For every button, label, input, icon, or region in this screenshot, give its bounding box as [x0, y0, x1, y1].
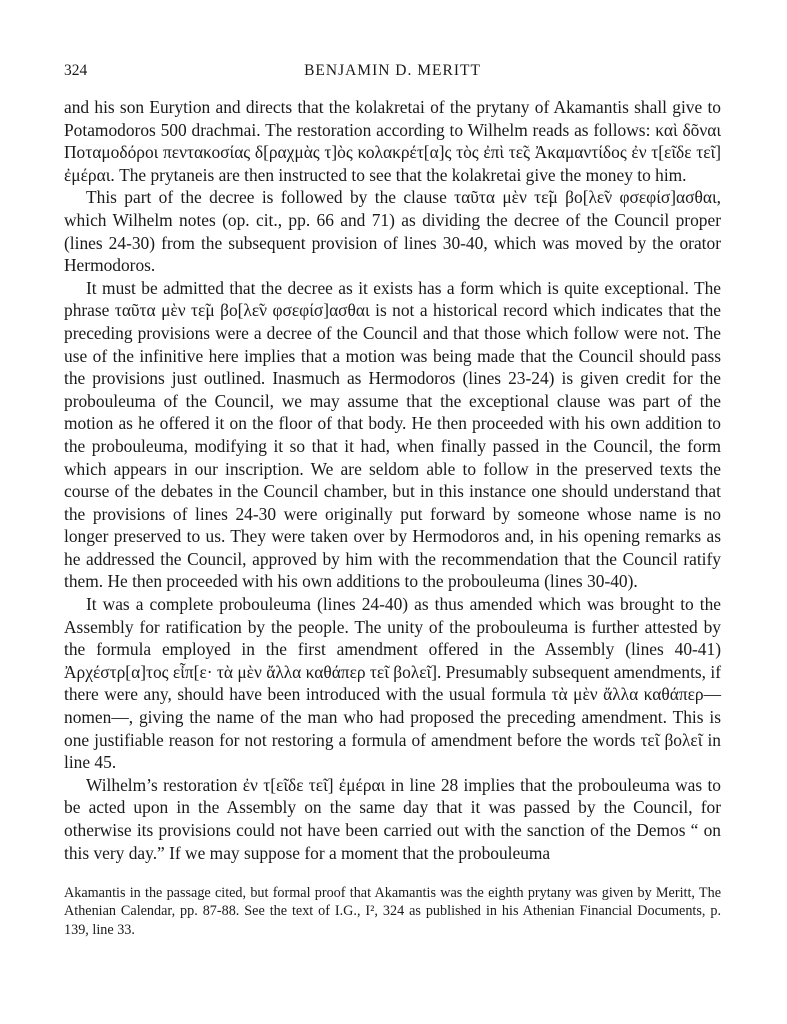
running-head: BENJAMIN D. MERITT — [304, 62, 481, 79]
paragraph-wilhelm-restoration: Wilhelm’s restoration ἐν τ[ε̃ιδε τε̃ι] ἐμέραι in line 28 implies that the probouleuma was to be acted upon in the Assembly on the same day that it was passed by the Council, for otherwise its provisions could not have been carried out with the sanction of the Demos “ on this very day.” If we may suppose for a moment that the probouleuma — [64, 774, 721, 863]
paragraph-continued: and his son Eurytion and directs that the kolakretai of the prytany of Akamantis shall give to Potamodoros 500 drachmai. The restoration according to Wilhelm reads as follows: καὶ δõναι Ποταμοδόροι πεντακοσίας δ[ραχμὰς τ]ὸς κολακρέτ[α]ς τὸς ἐπὶ τε̃ς Ἀκαμαντίδος ἐν τ[ε̃ιδε τε̃ι] ἐμέραι. The prytaneis are then instructed to see that the kolakretai give the money to him. — [64, 97, 721, 185]
footnote-text: Akamantis in the passage cited, but formal proof that Akamantis was the eighth prytany was given by Meritt, The Athenian Calendar, pp. 87-88. See the text of I.G., I², 324 as published in his Athenian Financial Documents, p. 139, line 33. — [64, 885, 721, 938]
page — [64, 62, 721, 939]
paragraph-clause: This part of the decree is followed by the clause ταῦτα μὲν τε̃μ βο[λε̃ν φσεφίσ]ασθαι, which Wilhelm notes (op. cit., pp. 66 and 71) as dividing the decree of the Council proper (lines 24-30) from the subsequent provision of lines 30-40, which was moved by the orator Hermodoros. — [64, 187, 721, 276]
paragraph-exceptional-form: It must be admitted that the decree as it exists has a form which is quite exceptional. The phrase ταῦτα μὲν τε̃μ βο[λε̃ν φσεφίσ]ασθαι is not a historical record which indicates that the preceding provisions were a decree of the Council and that those which follow were not. The use of the infinitive here implies that a motion was being made that the Council should pass the provisions just outlined. Inasmuch as Hermodoros (lines 23-24) is given credit for the probouleuma of the Council, we may assume that the exceptional clause was part of the motion as he offered it on the floor of that body. He then proceeded with his own addition to the probouleuma, modifying it so that it had, when finally passed in the Council, the form which appears in our inscription. We are seldom able to follow in the preserved texts the course of the debates in the Council chamber, but in this instance one should understand that the provisions of lines 24-30 were originally put forward by someone whose name is no longer preserved to us. They were taken over by Hermodoros and, in his opening remarks as he addressed the Council, approved by him with the recommendation that the Council ratify them. He then proceeded with his own additions to the probouleuma (lines 30-40). — [64, 277, 721, 592]
page-number: 324 — [64, 62, 88, 79]
footnote — [64, 884, 721, 939]
body-text — [64, 96, 721, 864]
page-header — [64, 62, 721, 86]
paragraph-complete-probouleuma: It was a complete probouleuma (lines 24-40) as thus amended which was brought to the Assembly for ratification by the people. The unity of the probouleuma is further attested by the formula employed in the first amendment offered in the Assembly (lines 40-41) Ἀρχέστρ[α]τος εἶπ[ε· τὰ μὲν ἄλλα καθάπερ τε̃ι βολε̃ι]. Presumably subsequent amendments, if there were any, should have been introduced with the usual formula τὰ μὲν ἄλλα καθάπερ—nomen—, giving the name of the man who had proposed the preceding amendment. This is one justifiable reason for not restoring a formula of amendment before the words τε̃ι βολε̃ι in line 45. — [64, 594, 721, 773]
